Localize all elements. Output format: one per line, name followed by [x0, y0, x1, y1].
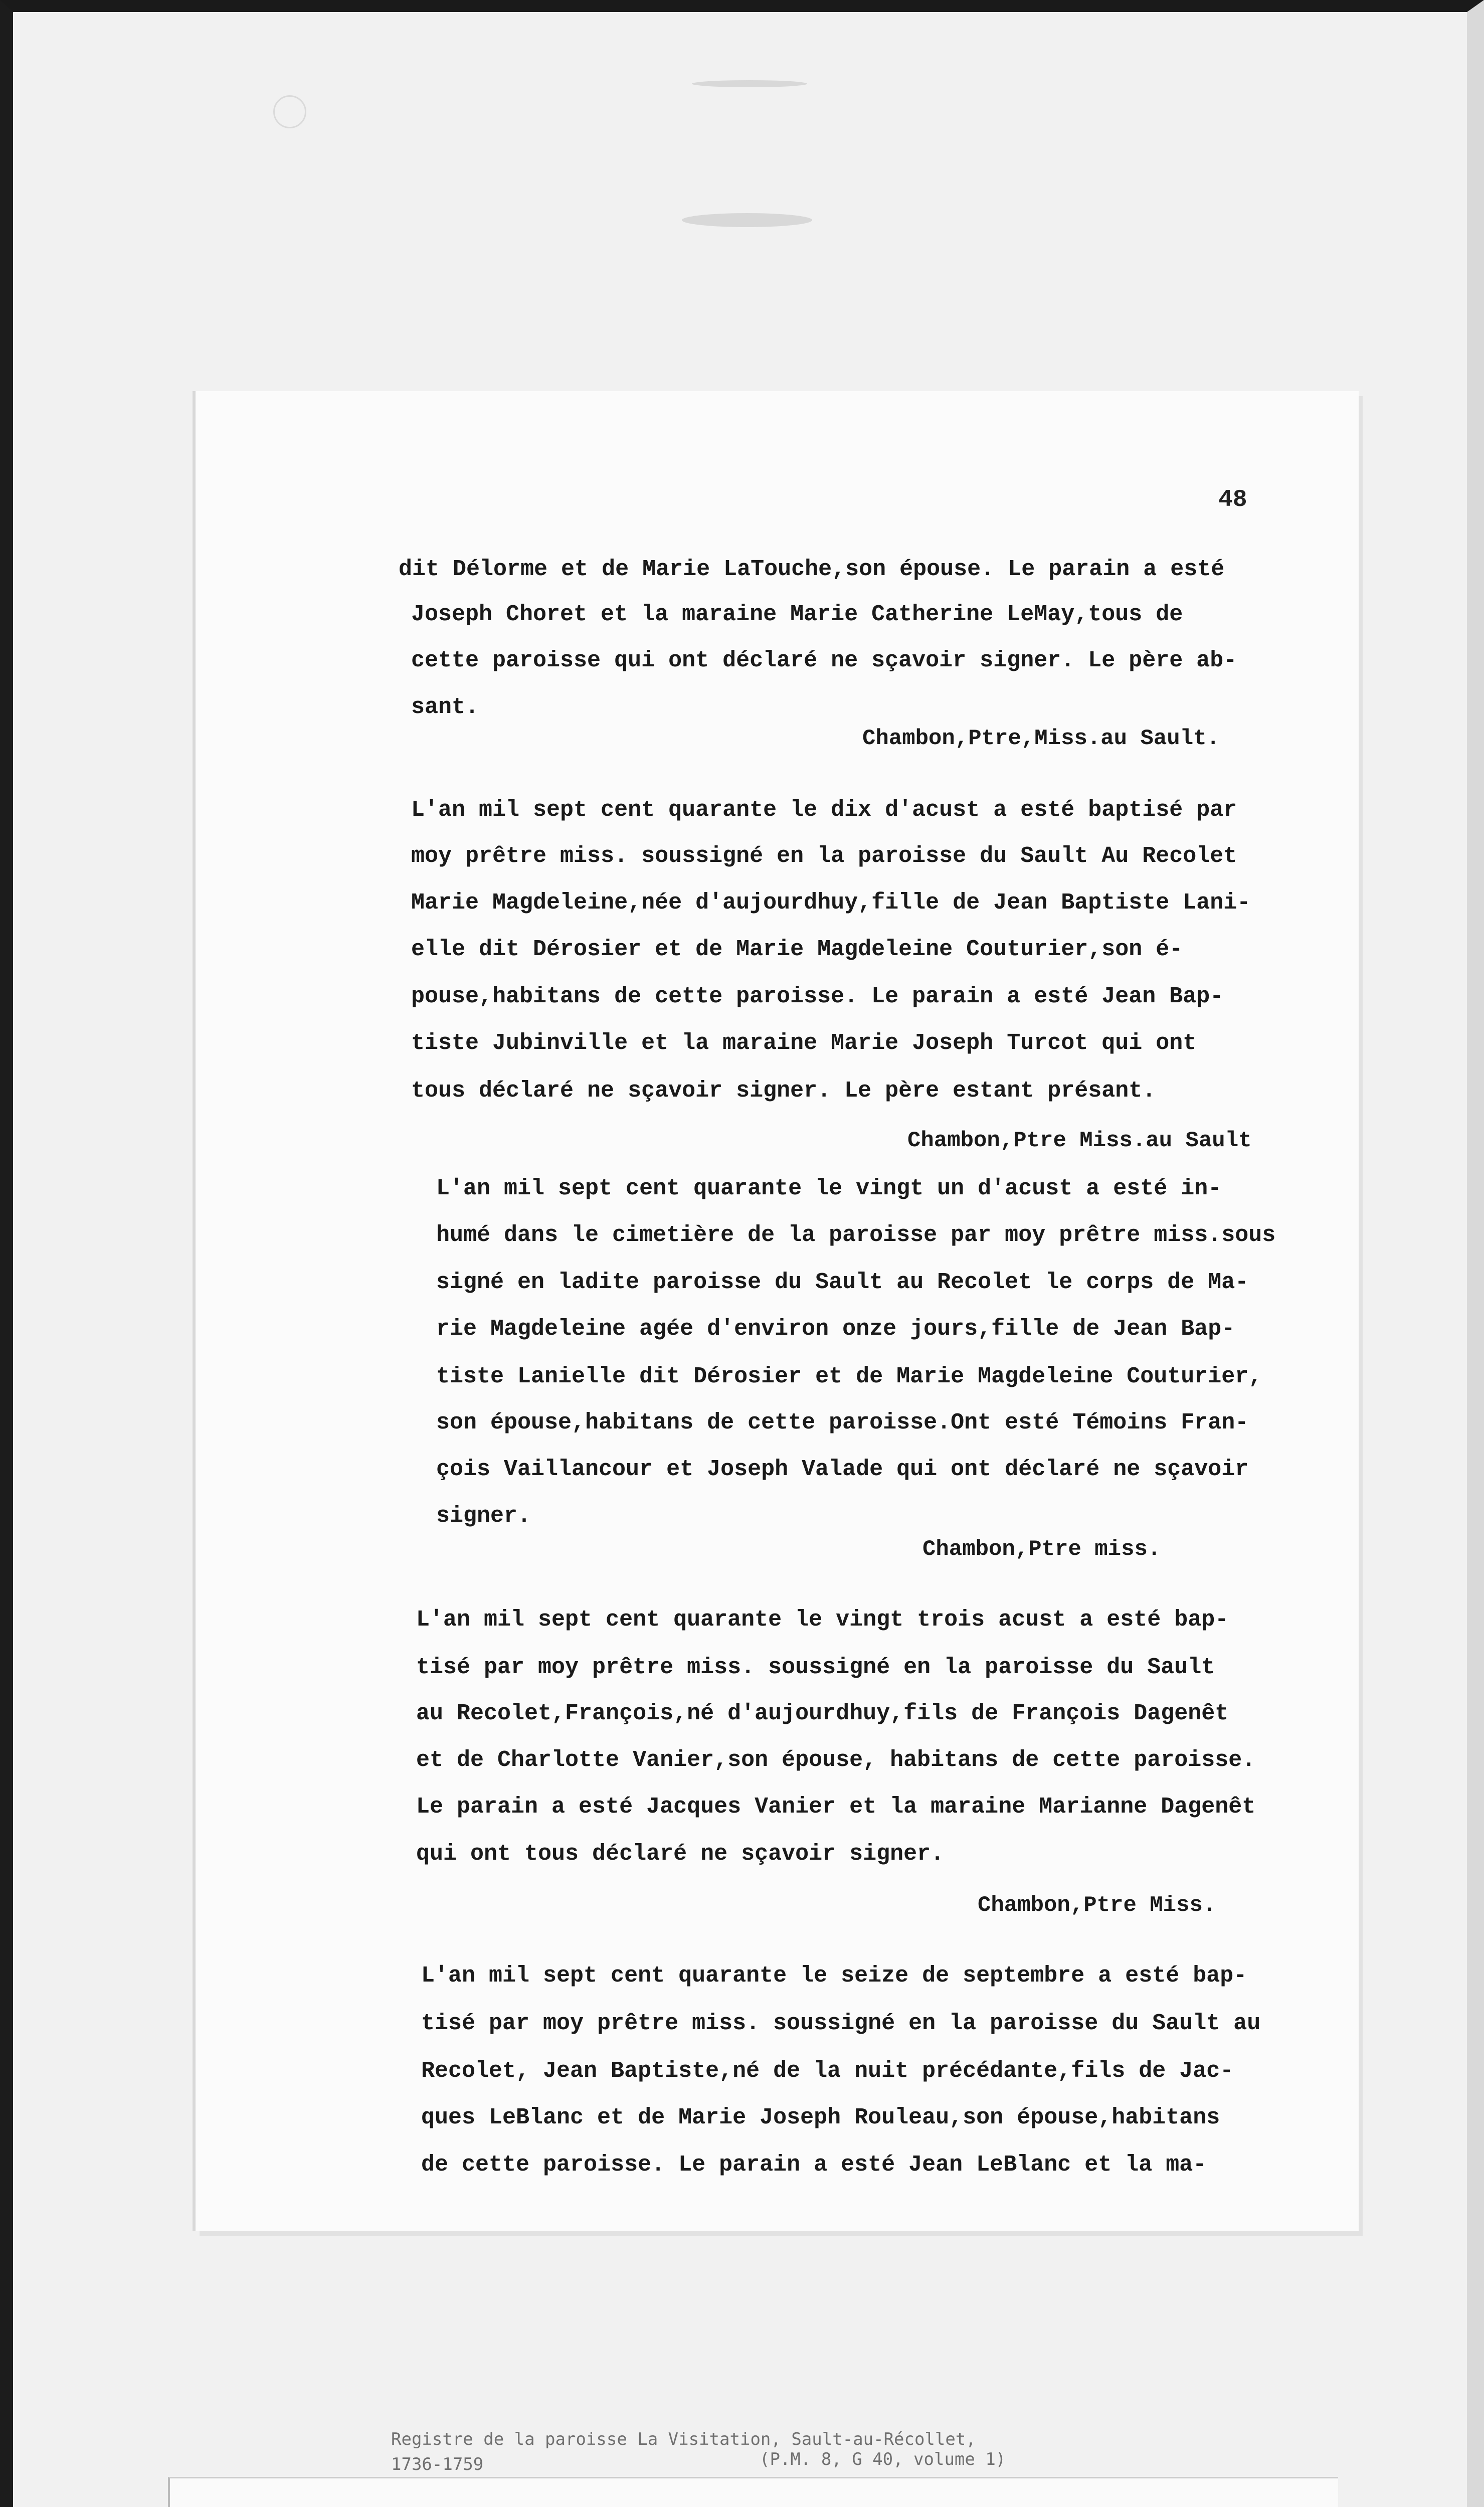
- text-line: son épouse,habitans de cette paroisse.Ont esté Témoins Fran-: [436, 1410, 1249, 1436]
- text-line: sant.: [411, 694, 479, 720]
- text-line: tous déclaré ne sçavoir signer. Le père estant présant.: [411, 1078, 1156, 1104]
- text-line: signer.: [436, 1503, 531, 1529]
- text-line: L'an mil sept cent quarante le vingt un d'acust a esté in-: [436, 1176, 1222, 1201]
- text-line: çois Vaillancour et Joseph Valade qui ont déclaré ne sçavoir: [436, 1457, 1249, 1482]
- archive-caption-reference: (P.M. 8, G 40, volume 1): [760, 2449, 1006, 2469]
- text-line: cette paroisse qui ont déclaré ne sçavoir signer. Le père ab-: [411, 648, 1237, 673]
- signature: Chambon,Ptre Miss.au Sault: [907, 1128, 1252, 1153]
- text-line: qui ont tous déclaré ne sçavoir signer.: [416, 1841, 945, 1867]
- text-line: tisé par moy prêtre miss. soussigné en la paroisse du Sault au: [421, 2011, 1261, 2036]
- text-line: et de Charlotte Vanier,son épouse, habitans de cette paroisse.: [416, 1747, 1256, 1773]
- signature: Chambon,Ptre miss.: [922, 1537, 1161, 1562]
- text-line: Joseph Choret et la maraine Marie Catherine LeMay,tous de: [411, 602, 1183, 627]
- text-line: rie Magdeleine agée d'environ onze jours,fille de Jean Bap-: [436, 1316, 1235, 1342]
- text-line: Le parain a esté Jacques Vanier et la maraine Marianne Dagenêt: [416, 1794, 1256, 1820]
- signature: Chambon,Ptre Miss.: [978, 1893, 1216, 1918]
- text-line: L'an mil sept cent quarante le dix d'acust a esté baptisé par: [411, 797, 1237, 823]
- text-line: signé en ladite paroisse du Sault au Recolet le corps de Ma-: [436, 1270, 1249, 1295]
- archive-stamp: [168, 2477, 1338, 2507]
- text-line: moy prêtre miss. soussigné en la paroisse du Sault Au Recolet: [411, 843, 1237, 869]
- film-smudge: [692, 80, 807, 87]
- text-line: au Recolet,François,né d'aujourdhuy,fils de François Dagenêt: [416, 1701, 1229, 1726]
- text-line: tiste Lanielle dit Dérosier et de Marie Magdeleine Couturier,: [436, 1364, 1262, 1389]
- archive-caption-date: 1736-1759: [391, 2454, 484, 2474]
- archive-caption-line1: Registre de la paroisse La Visitation, Sault-au-Récollet,: [391, 2429, 976, 2449]
- text-line: elle dit Dérosier et de Marie Magdeleine Couturier,son é-: [411, 937, 1183, 962]
- text-line: L'an mil sept cent quarante le vingt trois acust a esté bap-: [416, 1607, 1229, 1633]
- signature: Chambon,Ptre,Miss.au Sault.: [862, 726, 1220, 751]
- text-line: ques LeBlanc et de Marie Joseph Rouleau,son épouse,habitans: [421, 2105, 1220, 2130]
- film-smudge: [273, 95, 306, 128]
- text-line: tiste Jubinville et la maraine Marie Joseph Turcot qui ont: [411, 1030, 1197, 1056]
- text-line: dit Délorme et de Marie LaTouche,son épouse. Le parain a esté: [399, 557, 1225, 582]
- page-number: 48: [1218, 486, 1247, 513]
- text-line: tisé par moy prêtre miss. soussigné en la paroisse du Sault: [416, 1655, 1215, 1680]
- film-smudge: [682, 213, 812, 227]
- text-line: de cette paroisse. Le parain a esté Jean LeBlanc et la ma-: [421, 2152, 1207, 2178]
- text-line: pouse,habitans de cette paroisse. Le parain a esté Jean Bap-: [411, 984, 1224, 1009]
- text-line: Marie Magdeleine,née d'aujourdhuy,fille de Jean Baptiste Lani-: [411, 890, 1251, 916]
- text-line: Recolet, Jean Baptiste,né de la nuit précédante,fils de Jac-: [421, 2058, 1234, 2084]
- text-line: L'an mil sept cent quarante le seize de septembre a esté bap-: [421, 1963, 1247, 1989]
- text-line: humé dans le cimetière de la paroisse par moy prêtre miss.sous: [436, 1222, 1276, 1248]
